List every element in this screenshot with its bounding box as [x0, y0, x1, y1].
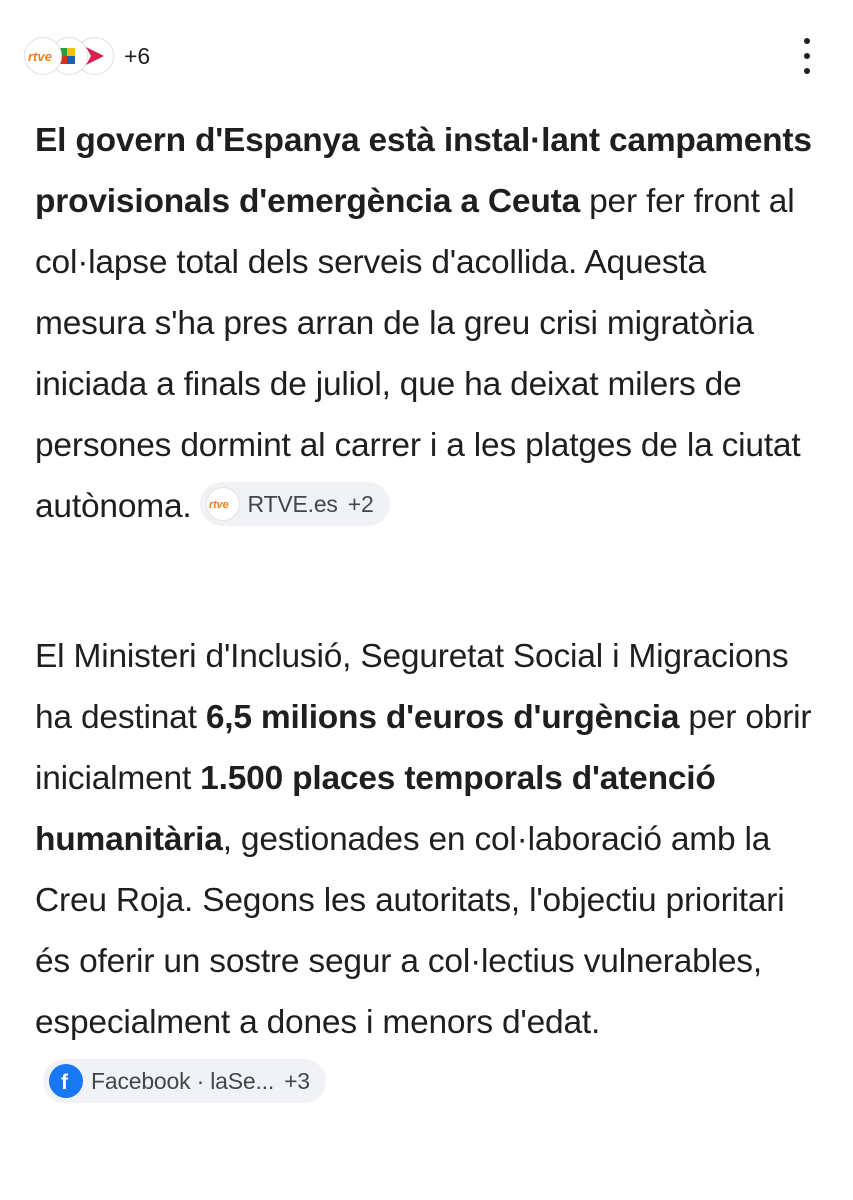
paragraph-text: per fer front al col·lapse total dels serveis d'acollida. Aquesta mesura s'ha pres arran de la greu crisi migratòria iniciada a finals de juliol, que ha deixat milers de persones dormint al carrer i a les platges de la ciutat autònoma.: [35, 183, 801, 525]
headline-bold-text: El govern d'Espanya està instal·lant campaments provisionals d'emergència a Ceuta: [35, 122, 812, 220]
source-favicons[interactable]: [24, 36, 150, 76]
paragraph-text: El Ministeri d'Inclusió, Seguretat Social i Migracions ha destinat: [35, 638, 789, 736]
funding-bold-text: 6,5 milions d'euros d'urgència: [205, 699, 680, 736]
summary-paragraph-1: [35, 110, 825, 537]
citation-extra-count: +3: [284, 1068, 310, 1095]
more-options-icon[interactable]: [793, 38, 821, 74]
svg-text:rtve: rtve: [28, 49, 52, 64]
svg-text:f: f: [61, 1071, 68, 1093]
sources-header: [24, 28, 829, 80]
citation-label: Facebook · laSe...: [91, 1068, 275, 1095]
citation-label: RTVE.es: [247, 491, 338, 518]
rtve-logo-icon: [24, 37, 62, 75]
citation-chip-facebook[interactable]: [43, 1059, 326, 1103]
paragraph-text: per obrir inicialment: [35, 699, 812, 797]
rtve-logo-icon: [206, 487, 240, 521]
summary-paragraph-2: [35, 626, 825, 1114]
more-sources-count: +6: [124, 42, 151, 69]
paragraph-text: , gestionades en col·laboració amb la Creu Roja. Segons les autoritats, l'objectiu prioritari és oferir un sostre segur a col·lectius vulnerables, especialment a dones i menors d'edat.: [35, 821, 785, 1041]
places-bold-text: 1.500 places temporals d'atenció humanitària: [35, 760, 716, 858]
facebook-icon: [49, 1064, 83, 1098]
citation-extra-count: +2: [347, 491, 374, 518]
svg-text:rtve: rtve: [208, 499, 228, 512]
citation-chip-rtve[interactable]: [200, 482, 390, 526]
